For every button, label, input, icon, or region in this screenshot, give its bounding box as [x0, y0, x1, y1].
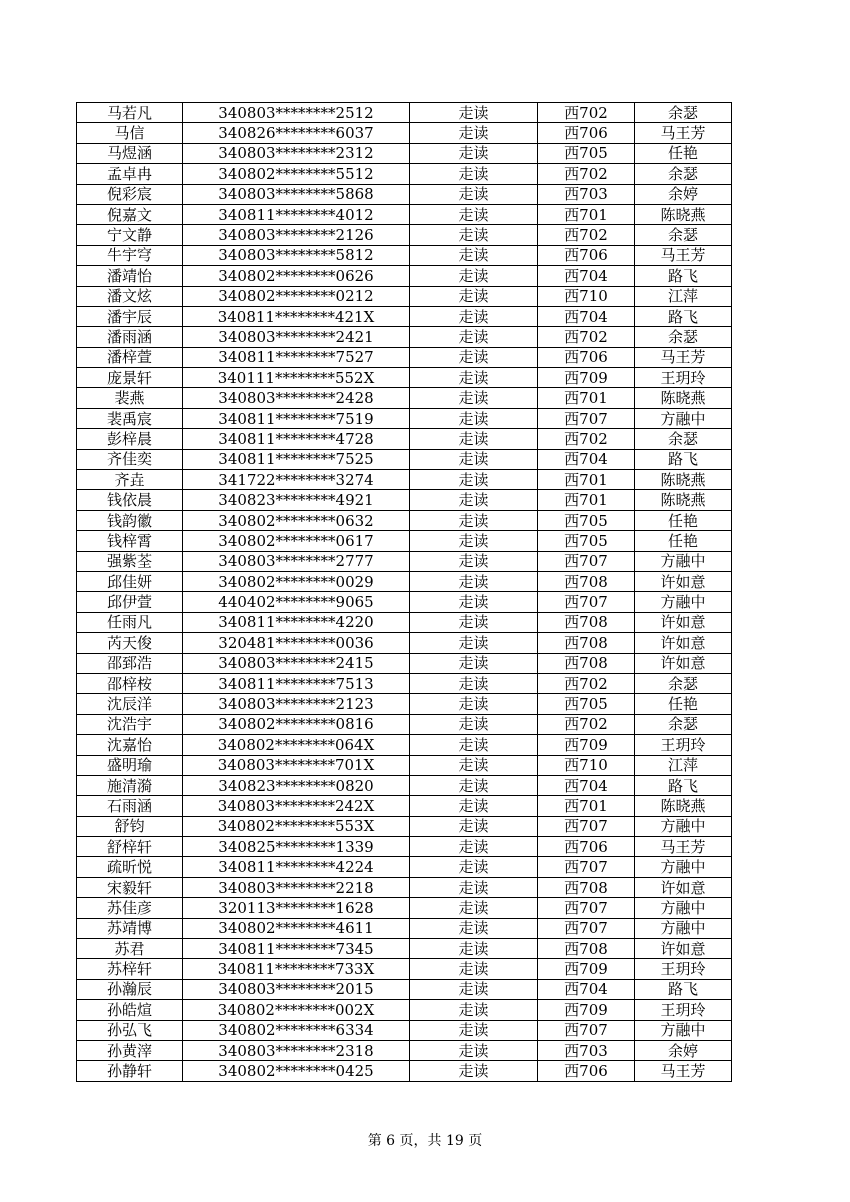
id-number-cell: 340803********2415	[183, 653, 410, 673]
id-number-cell: 340802********4611	[183, 918, 410, 938]
table-row	[77, 286, 732, 306]
student-name-cell: 舒梓轩	[77, 837, 183, 857]
student-name-cell: 苏佳彦	[77, 898, 183, 918]
student-table-body	[77, 103, 732, 1082]
boarding-status-cell: 走读	[410, 775, 538, 795]
student-name-cell: 彭梓晨	[77, 429, 183, 449]
id-number-cell: 340803********2512	[183, 103, 410, 123]
student-name-cell: 芮天俊	[77, 633, 183, 653]
teacher-cell: 余瑟	[635, 103, 732, 123]
student-name-cell: 齐垚	[77, 470, 183, 490]
teacher-cell: 许如意	[635, 571, 732, 591]
teacher-cell: 余瑟	[635, 714, 732, 734]
id-number-cell: 340802********0632	[183, 510, 410, 530]
id-number-cell: 340803********2123	[183, 694, 410, 714]
room-cell: 西705	[538, 143, 635, 163]
room-cell: 西709	[538, 959, 635, 979]
table-row	[77, 225, 732, 245]
teacher-cell: 许如意	[635, 653, 732, 673]
student-name-cell: 倪彩宸	[77, 184, 183, 204]
id-number-cell: 340802********5512	[183, 164, 410, 184]
table-row	[77, 449, 732, 469]
id-number-cell: 340811********7527	[183, 347, 410, 367]
teacher-cell: 余瑟	[635, 327, 732, 347]
table-row	[77, 775, 732, 795]
id-number-cell: 340811********4220	[183, 612, 410, 632]
student-name-cell: 庞景轩	[77, 368, 183, 388]
room-cell: 西706	[538, 245, 635, 265]
boarding-status-cell: 走读	[410, 571, 538, 591]
teacher-cell: 路飞	[635, 775, 732, 795]
table-row	[77, 551, 732, 571]
table-row	[77, 918, 732, 938]
student-name-cell: 孙皓煊	[77, 1000, 183, 1020]
id-number-cell: 340803********2318	[183, 1040, 410, 1060]
teacher-cell: 方融中	[635, 857, 732, 877]
id-number-cell: 340811********4728	[183, 429, 410, 449]
boarding-status-cell: 走读	[410, 368, 538, 388]
student-name-cell: 孙静轩	[77, 1061, 183, 1081]
room-cell: 西704	[538, 979, 635, 999]
table-row	[77, 837, 732, 857]
teacher-cell: 许如意	[635, 612, 732, 632]
table-row	[77, 959, 732, 979]
room-cell: 西709	[538, 1000, 635, 1020]
room-cell: 西706	[538, 837, 635, 857]
room-cell: 西701	[538, 388, 635, 408]
id-number-cell: 340802********0816	[183, 714, 410, 734]
student-name-cell: 孙弘飞	[77, 1020, 183, 1040]
id-number-cell: 340803********701X	[183, 755, 410, 775]
student-name-cell: 舒钧	[77, 816, 183, 836]
student-name-cell: 马若凡	[77, 103, 183, 123]
student-name-cell: 孟卓冉	[77, 164, 183, 184]
teacher-cell: 陈晓燕	[635, 796, 732, 816]
table-row	[77, 1000, 732, 1020]
boarding-status-cell: 走读	[410, 877, 538, 897]
teacher-cell: 陈晓燕	[635, 204, 732, 224]
room-cell: 西702	[538, 327, 635, 347]
room-cell: 西705	[538, 694, 635, 714]
teacher-cell: 许如意	[635, 633, 732, 653]
teacher-cell: 王玥玲	[635, 959, 732, 979]
student-name-cell: 邱伊萱	[77, 592, 183, 612]
room-cell: 西701	[538, 204, 635, 224]
student-name-cell: 宋毅轩	[77, 877, 183, 897]
table-row	[77, 123, 732, 143]
boarding-status-cell: 走读	[410, 857, 538, 877]
table-row	[77, 531, 732, 551]
teacher-cell: 许如意	[635, 877, 732, 897]
teacher-cell: 许如意	[635, 939, 732, 959]
room-cell: 西704	[538, 266, 635, 286]
student-name-cell: 裴禹宸	[77, 408, 183, 428]
boarding-status-cell: 走读	[410, 633, 538, 653]
boarding-status-cell: 走读	[410, 449, 538, 469]
room-cell: 西707	[538, 898, 635, 918]
boarding-status-cell: 走读	[410, 918, 538, 938]
table-row	[77, 388, 732, 408]
table-row	[77, 816, 732, 836]
table-row	[77, 735, 732, 755]
teacher-cell: 方融中	[635, 898, 732, 918]
boarding-status-cell: 走读	[410, 245, 538, 265]
id-number-cell: 340803********2218	[183, 877, 410, 897]
teacher-cell: 王玥玲	[635, 1000, 732, 1020]
student-name-cell: 邵梓桉	[77, 673, 183, 693]
room-cell: 西708	[538, 877, 635, 897]
table-row	[77, 939, 732, 959]
boarding-status-cell: 走读	[410, 347, 538, 367]
table-row	[77, 204, 732, 224]
boarding-status-cell: 走读	[410, 184, 538, 204]
boarding-status-cell: 走读	[410, 123, 538, 143]
teacher-cell: 路飞	[635, 306, 732, 326]
teacher-cell: 任艳	[635, 694, 732, 714]
teacher-cell: 路飞	[635, 449, 732, 469]
table-row	[77, 490, 732, 510]
boarding-status-cell: 走读	[410, 470, 538, 490]
id-number-cell: 320113********1628	[183, 898, 410, 918]
teacher-cell: 马王芳	[635, 1061, 732, 1081]
teacher-cell: 王玥玲	[635, 735, 732, 755]
table-row	[77, 470, 732, 490]
room-cell: 西708	[538, 633, 635, 653]
boarding-status-cell: 走读	[410, 959, 538, 979]
student-name-cell: 邱佳妍	[77, 571, 183, 591]
student-name-cell: 沈浩宇	[77, 714, 183, 734]
id-number-cell: 340803********2312	[183, 143, 410, 163]
boarding-status-cell: 走读	[410, 1000, 538, 1020]
room-cell: 西706	[538, 123, 635, 143]
id-number-cell: 340811********733X	[183, 959, 410, 979]
student-name-cell: 邵郅浩	[77, 653, 183, 673]
boarding-status-cell: 走读	[410, 714, 538, 734]
teacher-cell: 马王芳	[635, 123, 732, 143]
room-cell: 西701	[538, 796, 635, 816]
table-row	[77, 979, 732, 999]
teacher-cell: 余婷	[635, 184, 732, 204]
room-cell: 西702	[538, 429, 635, 449]
student-name-cell: 苏君	[77, 939, 183, 959]
id-number-cell: 340802********0212	[183, 286, 410, 306]
boarding-status-cell: 走读	[410, 103, 538, 123]
table-row	[77, 103, 732, 123]
room-cell: 西701	[538, 490, 635, 510]
id-number-cell: 340802********0617	[183, 531, 410, 551]
room-cell: 西702	[538, 103, 635, 123]
room-cell: 西704	[538, 775, 635, 795]
id-number-cell: 340803********2428	[183, 388, 410, 408]
table-row	[77, 755, 732, 775]
table-row	[77, 408, 732, 428]
table-row	[77, 857, 732, 877]
page-number: 第 6 页，共 19 页	[367, 1133, 483, 1149]
student-name-cell: 宁文静	[77, 225, 183, 245]
room-cell: 西703	[538, 184, 635, 204]
room-cell: 西708	[538, 612, 635, 632]
id-number-cell: 340811********7345	[183, 939, 410, 959]
table-row	[77, 1061, 732, 1081]
room-cell: 西707	[538, 918, 635, 938]
boarding-status-cell: 走读	[410, 735, 538, 755]
room-cell: 西706	[538, 347, 635, 367]
room-cell: 西703	[538, 1040, 635, 1060]
table-row	[77, 898, 732, 918]
table-row	[77, 653, 732, 673]
student-name-cell: 盛明瑜	[77, 755, 183, 775]
table-row	[77, 673, 732, 693]
teacher-cell: 任艳	[635, 531, 732, 551]
room-cell: 西702	[538, 673, 635, 693]
student-name-cell: 苏靖博	[77, 918, 183, 938]
boarding-status-cell: 走读	[410, 327, 538, 347]
room-cell: 西704	[538, 449, 635, 469]
room-cell: 西707	[538, 816, 635, 836]
boarding-status-cell: 走读	[410, 837, 538, 857]
boarding-status-cell: 走读	[410, 796, 538, 816]
student-name-cell: 任雨凡	[77, 612, 183, 632]
boarding-status-cell: 走读	[410, 531, 538, 551]
room-cell: 西706	[538, 1061, 635, 1081]
teacher-cell: 余瑟	[635, 164, 732, 184]
boarding-status-cell: 走读	[410, 164, 538, 184]
id-number-cell: 340803********5868	[183, 184, 410, 204]
student-name-cell: 倪嘉文	[77, 204, 183, 224]
id-number-cell: 340823********4921	[183, 490, 410, 510]
table-row	[77, 714, 732, 734]
id-number-cell: 340803********2015	[183, 979, 410, 999]
table-row	[77, 571, 732, 591]
boarding-status-cell: 走读	[410, 143, 538, 163]
room-cell: 西707	[538, 857, 635, 877]
boarding-status-cell: 走读	[410, 1061, 538, 1081]
student-name-cell: 孙瀚辰	[77, 979, 183, 999]
student-name-cell: 沈嘉怡	[77, 735, 183, 755]
id-number-cell: 340811********4012	[183, 204, 410, 224]
student-name-cell: 强紫荃	[77, 551, 183, 571]
teacher-cell: 余瑟	[635, 429, 732, 449]
student-name-cell: 裴燕	[77, 388, 183, 408]
teacher-cell: 方融中	[635, 1020, 732, 1040]
room-cell: 西704	[538, 306, 635, 326]
student-name-cell: 苏梓轩	[77, 959, 183, 979]
room-cell: 西709	[538, 735, 635, 755]
room-cell: 西702	[538, 714, 635, 734]
student-name-cell: 钱韵徽	[77, 510, 183, 530]
table-row	[77, 347, 732, 367]
room-cell: 西707	[538, 592, 635, 612]
boarding-status-cell: 走读	[410, 755, 538, 775]
table-row	[77, 796, 732, 816]
teacher-cell: 马王芳	[635, 245, 732, 265]
room-cell: 西710	[538, 286, 635, 306]
id-number-cell: 340803********2126	[183, 225, 410, 245]
teacher-cell: 马王芳	[635, 837, 732, 857]
boarding-status-cell: 走读	[410, 816, 538, 836]
boarding-status-cell: 走读	[410, 388, 538, 408]
table-row	[77, 184, 732, 204]
student-name-cell: 钱梓霄	[77, 531, 183, 551]
boarding-status-cell: 走读	[410, 306, 538, 326]
table-row	[77, 266, 732, 286]
room-cell: 西708	[538, 653, 635, 673]
room-cell: 西707	[538, 1020, 635, 1040]
teacher-cell: 余瑟	[635, 225, 732, 245]
table-row	[77, 164, 732, 184]
boarding-status-cell: 走读	[410, 204, 538, 224]
teacher-cell: 路飞	[635, 979, 732, 999]
id-number-cell: 340825********1339	[183, 837, 410, 857]
teacher-cell: 方融中	[635, 918, 732, 938]
table-row	[77, 1020, 732, 1040]
boarding-status-cell: 走读	[410, 429, 538, 449]
boarding-status-cell: 走读	[410, 286, 538, 306]
id-number-cell: 340802********002X	[183, 1000, 410, 1020]
boarding-status-cell: 走读	[410, 490, 538, 510]
table-row	[77, 245, 732, 265]
boarding-status-cell: 走读	[410, 1040, 538, 1060]
table-row	[77, 592, 732, 612]
boarding-status-cell: 走读	[410, 592, 538, 612]
table-row	[77, 633, 732, 653]
boarding-status-cell: 走读	[410, 979, 538, 999]
id-number-cell: 340823********0820	[183, 775, 410, 795]
teacher-cell: 方融中	[635, 551, 732, 571]
room-cell: 西708	[538, 939, 635, 959]
student-name-cell: 钱依晨	[77, 490, 183, 510]
table-row	[77, 327, 732, 347]
boarding-status-cell: 走读	[410, 939, 538, 959]
table-row	[77, 877, 732, 897]
student-name-cell: 潘雨涵	[77, 327, 183, 347]
teacher-cell: 马王芳	[635, 347, 732, 367]
id-number-cell: 340803********242X	[183, 796, 410, 816]
student-name-cell: 潘靖怡	[77, 266, 183, 286]
boarding-status-cell: 走读	[410, 1020, 538, 1040]
id-number-cell: 340802********064X	[183, 735, 410, 755]
table-row	[77, 429, 732, 449]
table-row	[77, 1040, 732, 1060]
boarding-status-cell: 走读	[410, 898, 538, 918]
teacher-cell: 余婷	[635, 1040, 732, 1060]
student-name-cell: 潘梓萱	[77, 347, 183, 367]
teacher-cell: 路飞	[635, 266, 732, 286]
student-name-cell: 施清漪	[77, 775, 183, 795]
student-table	[76, 102, 732, 1082]
id-number-cell: 340811********4224	[183, 857, 410, 877]
student-name-cell: 疏昕悦	[77, 857, 183, 877]
room-cell: 西705	[538, 531, 635, 551]
id-number-cell: 340803********2777	[183, 551, 410, 571]
room-cell: 西710	[538, 755, 635, 775]
id-number-cell: 340802********0626	[183, 266, 410, 286]
teacher-cell: 王玥玲	[635, 368, 732, 388]
teacher-cell: 任艳	[635, 143, 732, 163]
boarding-status-cell: 走读	[410, 510, 538, 530]
boarding-status-cell: 走读	[410, 694, 538, 714]
student-name-cell: 潘文炫	[77, 286, 183, 306]
boarding-status-cell: 走读	[410, 408, 538, 428]
boarding-status-cell: 走读	[410, 266, 538, 286]
student-name-cell: 牛宇穹	[77, 245, 183, 265]
room-cell: 西707	[538, 551, 635, 571]
id-number-cell: 340811********7513	[183, 673, 410, 693]
student-name-cell: 潘宇辰	[77, 306, 183, 326]
teacher-cell: 陈晓燕	[635, 490, 732, 510]
room-cell: 西709	[538, 368, 635, 388]
boarding-status-cell: 走读	[410, 551, 538, 571]
student-name-cell: 沈辰洋	[77, 694, 183, 714]
student-name-cell: 孙黄滓	[77, 1040, 183, 1060]
teacher-cell: 江萍	[635, 755, 732, 775]
room-cell: 西705	[538, 510, 635, 530]
table-row	[77, 143, 732, 163]
boarding-status-cell: 走读	[410, 673, 538, 693]
id-number-cell: 340811********7519	[183, 408, 410, 428]
student-name-cell: 石雨涵	[77, 796, 183, 816]
id-number-cell: 340111********552X	[183, 368, 410, 388]
room-cell: 西702	[538, 164, 635, 184]
table-row	[77, 306, 732, 326]
teacher-cell: 方融中	[635, 592, 732, 612]
id-number-cell: 440402********9065	[183, 592, 410, 612]
teacher-cell: 江萍	[635, 286, 732, 306]
teacher-cell: 方融中	[635, 816, 732, 836]
id-number-cell: 340802********0425	[183, 1061, 410, 1081]
student-name-cell: 齐佳奕	[77, 449, 183, 469]
room-cell: 西701	[538, 470, 635, 490]
id-number-cell: 340802********6334	[183, 1020, 410, 1040]
student-name-cell: 马信	[77, 123, 183, 143]
id-number-cell: 341722********3274	[183, 470, 410, 490]
teacher-cell: 余瑟	[635, 673, 732, 693]
boarding-status-cell: 走读	[410, 653, 538, 673]
id-number-cell: 320481********0036	[183, 633, 410, 653]
room-cell: 西708	[538, 571, 635, 591]
boarding-status-cell: 走读	[410, 612, 538, 632]
room-cell: 西707	[538, 408, 635, 428]
table-row	[77, 368, 732, 388]
id-number-cell: 340802********0029	[183, 571, 410, 591]
table-row	[77, 694, 732, 714]
id-number-cell: 340826********6037	[183, 123, 410, 143]
id-number-cell: 340811********421X	[183, 306, 410, 326]
table-row	[77, 612, 732, 632]
room-cell: 西702	[538, 225, 635, 245]
id-number-cell: 340802********553X	[183, 816, 410, 836]
teacher-cell: 方融中	[635, 408, 732, 428]
id-number-cell: 340803********2421	[183, 327, 410, 347]
teacher-cell: 陈晓燕	[635, 470, 732, 490]
teacher-cell: 陈晓燕	[635, 388, 732, 408]
boarding-status-cell: 走读	[410, 225, 538, 245]
table-row	[77, 510, 732, 530]
teacher-cell: 任艳	[635, 510, 732, 530]
id-number-cell: 340811********7525	[183, 449, 410, 469]
id-number-cell: 340803********5812	[183, 245, 410, 265]
student-name-cell: 马煜涵	[77, 143, 183, 163]
